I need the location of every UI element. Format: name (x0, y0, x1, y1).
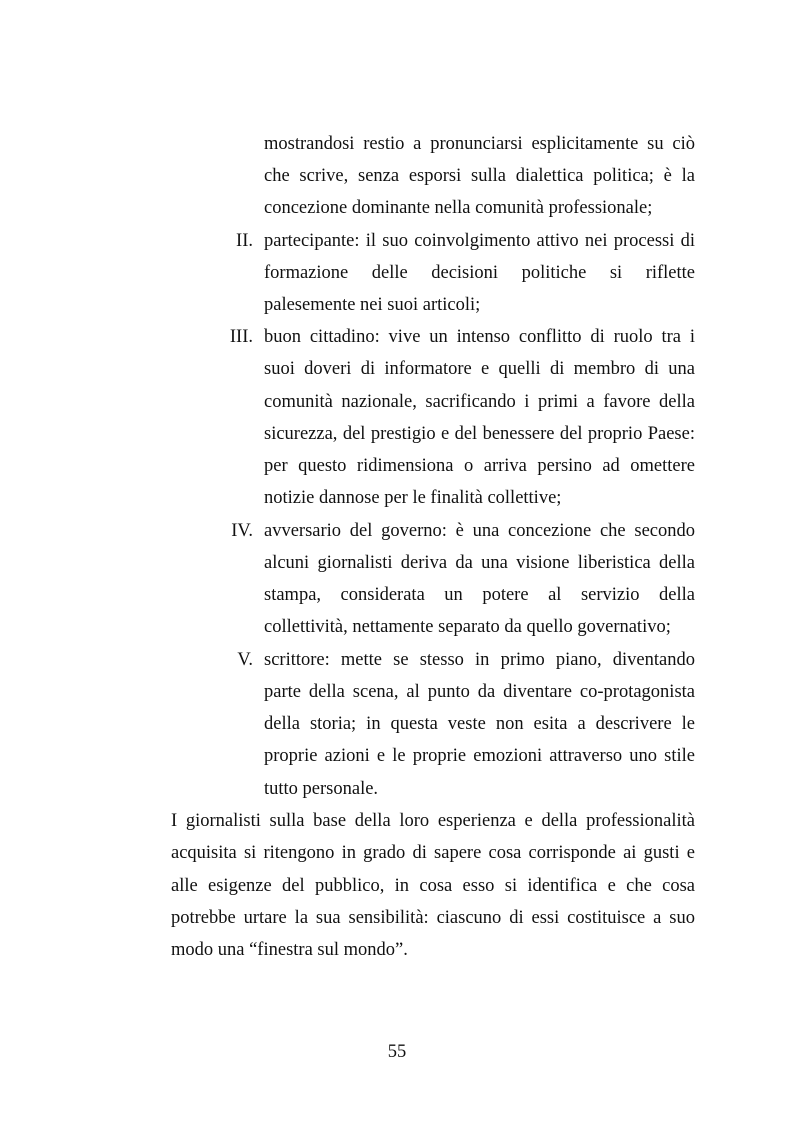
list-continuation-line: che scrive, senza esporsi sulla dialettica politica; è la (264, 166, 695, 186)
list-numeral: II. (236, 231, 253, 251)
page-number: 55 (387, 1042, 407, 1062)
list-item-line: sicurezza, del prestigio e del benessere del proprio Paese: (264, 424, 695, 444)
list-item-line: tutto personale. (264, 779, 379, 799)
paragraph-line: potrebbe urtare la sua sensibilità: ciascuno di essi costituisce a suo (171, 908, 695, 928)
list-continuation-line: concezione dominante nella comunità professionale; (264, 198, 653, 218)
list-item-line: palesemente nei suoi articoli; (264, 295, 481, 315)
list-item-line: stampa, considerata un potere al servizio della (264, 585, 695, 605)
list-item-line: parte della scena, al punto da diventare co-protagonista (264, 682, 695, 702)
list-item-line: comunità nazionale, sacrificando i primi a favore della (264, 392, 695, 412)
list-numeral: IV. (231, 521, 253, 541)
list-continuation-line: mostrandosi restio a pronunciarsi esplicitamente su ciò (264, 134, 695, 154)
paragraph-line: alle esigenze del pubblico, in cosa esso si identifica e che cosa (171, 876, 695, 896)
list-item-line: buon cittadino: vive un intenso conflitto di ruolo tra i (264, 327, 695, 347)
list-item-line: partecipante: il suo coinvolgimento attivo nei processi di (264, 231, 695, 251)
paragraph-line: acquisita si ritengono in grado di sapere cosa corrisponde ai gusti e (171, 843, 695, 863)
list-numeral: V. (237, 650, 253, 670)
list-item-line: notizie dannose per le finalità collettive; (264, 488, 562, 508)
list-item-line: per questo ridimensiona o arriva persino ad omettere (264, 456, 695, 476)
list-item-line: formazione delle decisioni politiche si riflette (264, 263, 695, 283)
list-item-line: scrittore: mette se stesso in primo piano, diventando (264, 650, 695, 670)
list-item-line: avversario del governo: è una concezione che secondo (264, 521, 695, 541)
list-item-line: della storia; in questa veste non esita a descrivere le (264, 714, 695, 734)
list-item-line: collettività, nettamente separato da quello governativo; (264, 617, 671, 637)
list-numeral: III. (229, 327, 253, 347)
list-item-line: alcuni giornalisti deriva da una visione liberistica della (264, 553, 695, 573)
list-item-line: proprie azioni e le proprie emozioni attraverso uno stile (264, 746, 695, 766)
list-item-line: suoi doveri di informatore e quelli di membro di una (264, 359, 695, 379)
paragraph-line: I giornalisti sulla base della loro esperienza e della professionalità (171, 811, 695, 831)
paragraph-line: modo una “finestra sul mondo”. (171, 940, 408, 960)
